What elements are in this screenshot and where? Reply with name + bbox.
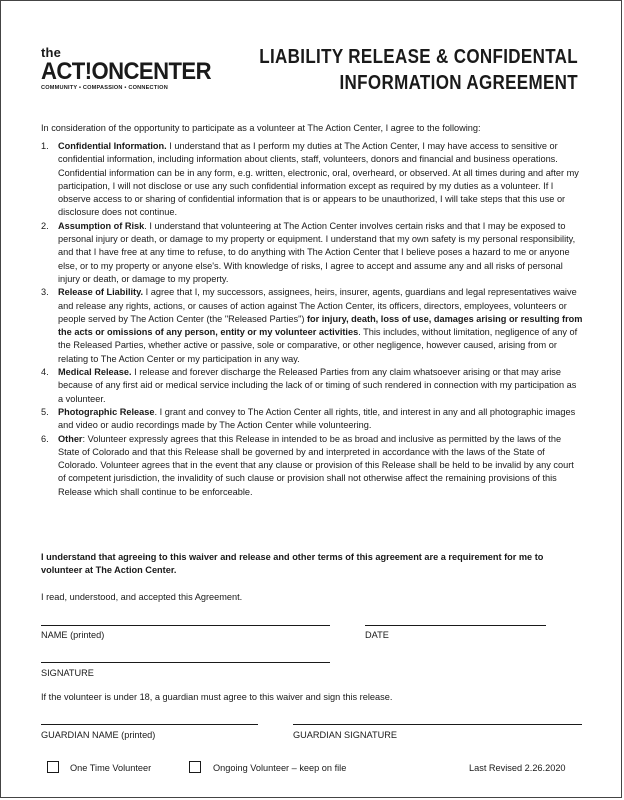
guardian-name-label: GUARDIAN NAME (printed): [41, 730, 156, 740]
clause-photographic-release: [41, 406, 583, 433]
read-statement: I read, understood, and accepted this Agreement.: [41, 592, 243, 602]
clause-text: I release and forever discharge the Released Parties from any claim whatsoever arising or that may arise because of any first aid or medical service including the lack of or timing of such rendered in connection with my participation as a volunteer.: [58, 367, 577, 404]
clause-release-of-liability: [41, 286, 583, 366]
clause-text: I agree that I, my successors, assignees, heirs, insurer, agents, guardians and legal representatives waive and release any rights, actions, or causes of action against The Action Center, its officers, directors, employees, volunteers or people served by The Action Center (the "Released Parties"): [58, 287, 577, 324]
clause-text: I understand that as I perform my duties at The Action Center, I may have access to sensitive or confidential information, including information about clients, staff, volunteers, donors and financial and business operations. Confidential information can be in any form, e.g. written, electronic, oral, overheard, or observed. At all times during and after my participation, I will not disclose or use any such confidential information except as required by my duties as a volunteer. If I observe access to or sharing of confidential information that is or appears to be unauthorized, I will take steps that this use or disclosure does not continue.: [58, 141, 579, 218]
action-center-logo: [41, 46, 226, 91]
ongoing-volunteer-label: Ongoing Volunteer – keep on file: [213, 763, 347, 773]
clause-assumption-of-risk: [41, 220, 583, 286]
clause-number: 3.: [41, 287, 49, 298]
clause-medical-release: [41, 366, 583, 406]
clause-text-continued: . This includes, without limitation, negligence of any of the Released Parties, whether active or passive, sole or comparative, or other negligence, however caused, arising from or relating to The Action Center or my participation in any way.: [58, 327, 578, 364]
signature-line[interactable]: [41, 662, 330, 663]
title-line-1: LIABILITY RELEASE & CONFIDENTAL: [259, 46, 578, 68]
clause-text: : Volunteer expressly agrees that this Release in intended to be as broad and inclusive as permitted by the laws of the State of Colorado and that this Release shall be governed by and interpreted in accordance with the laws of the State of Colorado. Volunteer agrees that in the event that any clause or provision of this Release shall be held to be invalid by any court of competent jurisdiction, the invalidity of such clause or provision shall not otherwise affect the remaining provisions of this Release which shall continue to be enforceable.: [58, 433, 574, 497]
clause-text: . I understand that volunteering at The Action Center involves certain risks and that I may be exposed to personal injury or death, or damage to my property or equipment. I understand that my own safety is my personal responsibility, and that I have free at any time to refuse, to do anything with The Action Center that I believe poses a hazard to me or anyone else, or to my property or anyone else's. With knowledge of risks, I agree to accept and assume any and all risks of personal injury or death, or damage to my property.: [58, 220, 576, 284]
clause-number: 2.: [41, 220, 49, 231]
signature-label: SIGNATURE: [41, 668, 94, 678]
clause-number: 5.: [41, 406, 49, 417]
clause-number: 6.: [41, 433, 49, 444]
guardian-signature-line[interactable]: [293, 724, 582, 725]
ongoing-volunteer-checkbox[interactable]: [189, 761, 201, 773]
clause-list: [41, 140, 583, 499]
clause-other: [41, 433, 583, 499]
logo-wordmark: ACT!ONCENTER: [41, 58, 212, 85]
clause-heading: Photographic Release: [58, 406, 155, 417]
name-signature-line[interactable]: [41, 625, 330, 626]
clause-heading: Release of Liability.: [58, 287, 144, 298]
guardian-name-line[interactable]: [41, 724, 258, 725]
logo-the: the: [41, 45, 62, 60]
clause-heading: Other: [58, 433, 83, 444]
guardian-note: If the volunteer is under 18, a guardian must agree to this waiver and sign this release.: [41, 692, 393, 702]
clause-heading: Medical Release.: [58, 367, 132, 378]
date-label: DATE: [365, 630, 389, 640]
guardian-signature-label: GUARDIAN SIGNATURE: [293, 730, 397, 740]
name-label: NAME (printed): [41, 630, 105, 640]
intro-paragraph: In consideration of the opportunity to participate as a volunteer at The Action Center, I agree to the following:: [41, 123, 481, 133]
clause-bold-text: for injury, death, loss of use, damages arising or resulting from the acts or omissions of any person, entity or my volunteer activities: [58, 313, 583, 338]
last-revised-date: Last Revised 2.26.2020: [469, 763, 566, 773]
clause-heading: Assumption of Risk: [58, 220, 145, 231]
clause-number: 4.: [41, 367, 49, 378]
clause-heading: Confidential Information.: [58, 141, 167, 151]
one-time-volunteer-label: One Time Volunteer: [70, 763, 152, 773]
clause-confidential: [41, 140, 583, 220]
understanding-statement: I understand that agreeing to this waiver and release and other terms of this agreement are a requirement for me to volunteer at The Action Center.: [41, 552, 544, 576]
document-title: [259, 44, 578, 96]
clause-text: . I grant and convey to The Action Center all rights, title, and interest in any and all photographic images and video or audio recordings made by The Action Center while volunteering.: [58, 406, 576, 431]
one-time-volunteer-checkbox[interactable]: [47, 761, 59, 773]
date-signature-line[interactable]: [365, 625, 546, 626]
logo-tagline: COMMUNITY • COMPASSION • CONNECTION: [41, 85, 168, 91]
title-line-2: INFORMATION AGREEMENT: [339, 72, 578, 94]
clause-number: 1.: [41, 141, 49, 151]
